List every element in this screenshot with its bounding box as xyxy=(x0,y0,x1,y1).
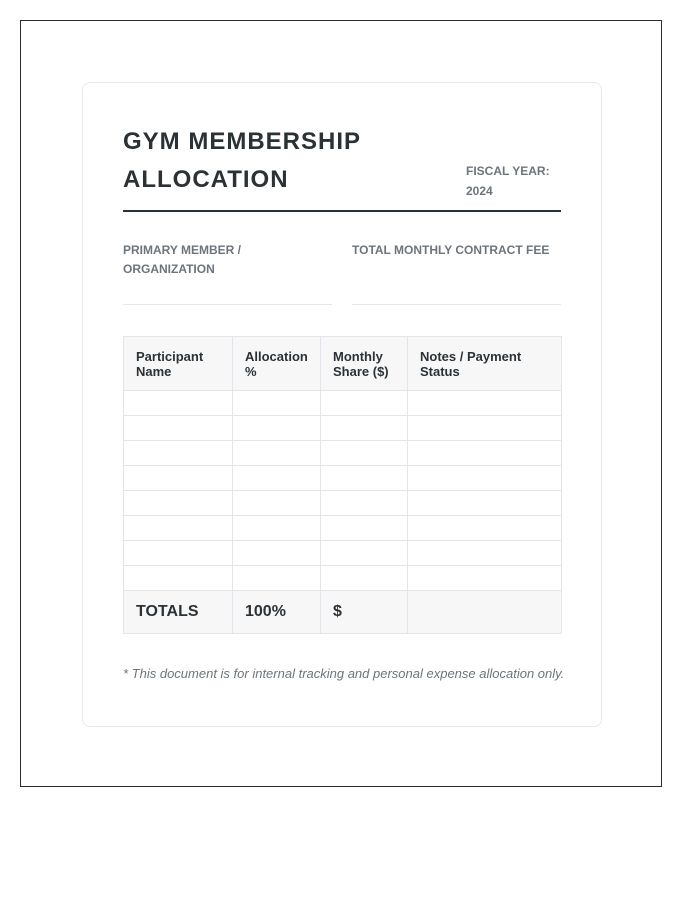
contract-fee-label: TOTAL MONTHLY CONTRACT FEE xyxy=(352,243,550,257)
cell-notes[interactable] xyxy=(408,441,562,466)
cell-participant-name[interactable] xyxy=(124,441,233,466)
cell-participant-name[interactable] xyxy=(124,541,233,566)
table-row xyxy=(124,466,562,491)
allocation-table xyxy=(123,336,562,634)
table-row xyxy=(124,491,562,516)
header-notes-payment-status: Notes / Payment Status xyxy=(408,337,562,391)
cell-monthly-share[interactable] xyxy=(321,541,408,566)
cell-allocation-percent[interactable] xyxy=(233,491,321,516)
cell-monthly-share[interactable] xyxy=(321,441,408,466)
table-header-row xyxy=(124,337,562,391)
cell-monthly-share[interactable] xyxy=(321,566,408,591)
cell-notes[interactable] xyxy=(408,466,562,491)
table-row xyxy=(124,541,562,566)
totals-share: $ xyxy=(321,591,408,634)
header-monthly-share: Monthly Share ($) xyxy=(321,337,408,391)
cell-monthly-share[interactable] xyxy=(321,391,408,416)
primary-member-label: PRIMARY MEMBER / ORGANIZATION xyxy=(123,243,242,276)
totals-row xyxy=(124,591,562,634)
header-allocation-percent: Allocation % xyxy=(233,337,321,391)
cell-monthly-share[interactable] xyxy=(321,516,408,541)
totals-notes xyxy=(408,591,562,634)
primary-member-field[interactable] xyxy=(123,304,332,305)
totals-label: TOTALS xyxy=(124,591,233,634)
table-row xyxy=(124,441,562,466)
cell-monthly-share[interactable] xyxy=(321,466,408,491)
cell-notes[interactable] xyxy=(408,491,562,516)
header-participant-name: Participant Name xyxy=(124,337,233,391)
document-card xyxy=(82,82,602,727)
cell-notes[interactable] xyxy=(408,541,562,566)
cell-allocation-percent[interactable] xyxy=(233,566,321,591)
footer-note: * This document is for internal tracking and personal expense allocation only. xyxy=(123,666,565,681)
cell-notes[interactable] xyxy=(408,516,562,541)
cell-allocation-percent[interactable] xyxy=(233,391,321,416)
cell-allocation-percent[interactable] xyxy=(233,416,321,441)
cell-monthly-share[interactable] xyxy=(321,416,408,441)
page-frame xyxy=(20,20,662,787)
cell-notes[interactable] xyxy=(408,566,562,591)
cell-notes[interactable] xyxy=(408,391,562,416)
cell-participant-name[interactable] xyxy=(124,391,233,416)
cell-allocation-percent[interactable] xyxy=(233,541,321,566)
table-row xyxy=(124,516,562,541)
fiscal-year-label: FISCAL YEAR: 2024 xyxy=(466,164,550,198)
document-title: GYM MEMBERSHIP ALLOCATION xyxy=(123,128,361,193)
cell-notes[interactable] xyxy=(408,416,562,441)
table-row xyxy=(124,391,562,416)
cell-allocation-percent[interactable] xyxy=(233,516,321,541)
cell-participant-name[interactable] xyxy=(124,566,233,591)
cell-participant-name[interactable] xyxy=(124,516,233,541)
contract-fee-field[interactable] xyxy=(352,304,561,305)
cell-monthly-share[interactable] xyxy=(321,491,408,516)
cell-participant-name[interactable] xyxy=(124,491,233,516)
cell-participant-name[interactable] xyxy=(124,466,233,491)
cell-allocation-percent[interactable] xyxy=(233,466,321,491)
title-divider xyxy=(123,210,561,212)
table-row xyxy=(124,566,562,591)
cell-participant-name[interactable] xyxy=(124,416,233,441)
totals-allocation: 100% xyxy=(233,591,321,634)
table-row xyxy=(124,416,562,441)
cell-allocation-percent[interactable] xyxy=(233,441,321,466)
